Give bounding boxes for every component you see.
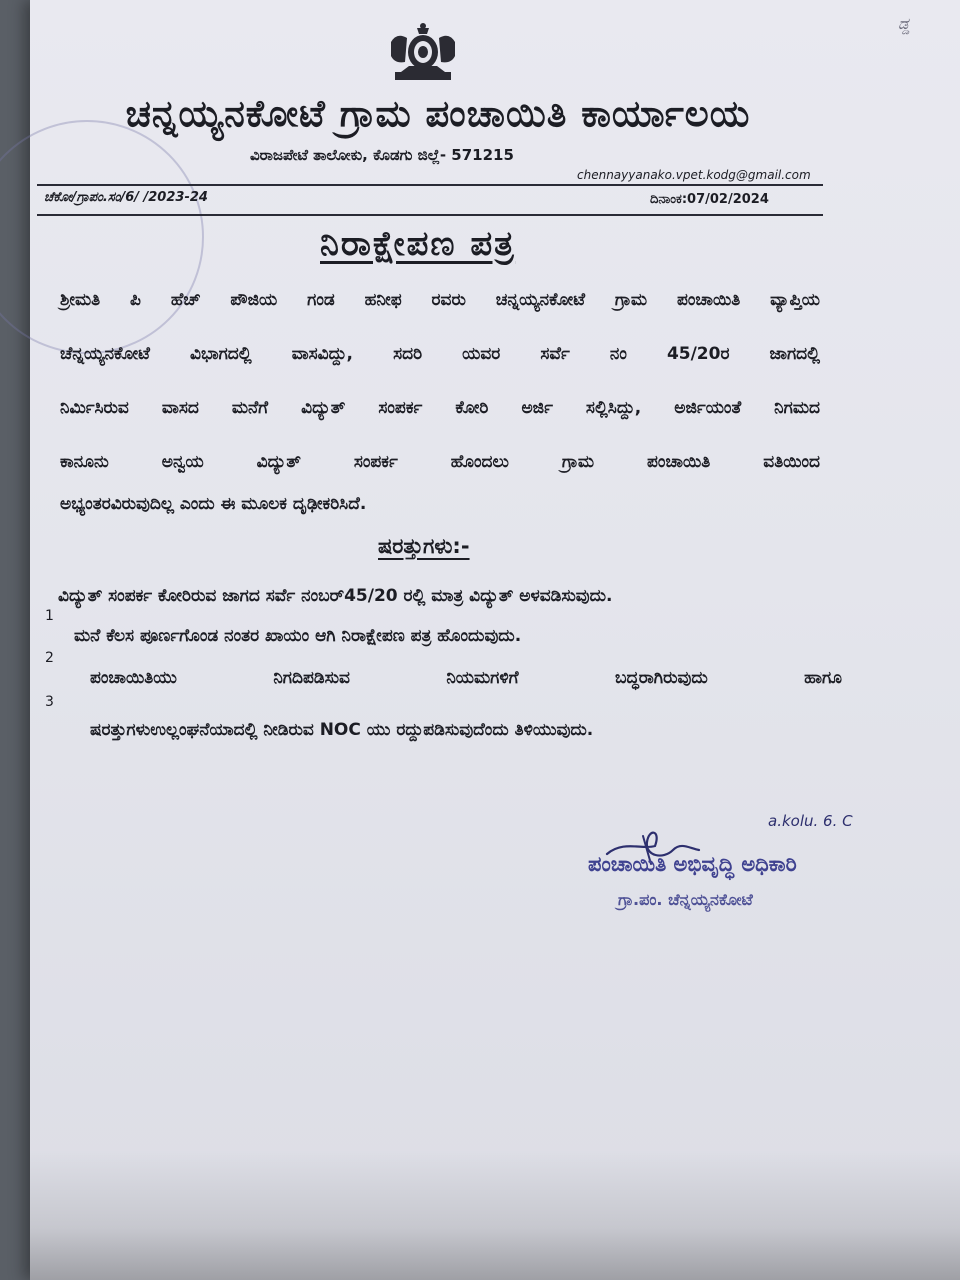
condition-number: 1 (45, 608, 54, 624)
office-name: ಚನ್ನಯ್ಯನಕೋಟೆ ಗ್ರಾಮ ಪಂಚಾಯಿತಿ ಕಾರ್ಯಾಲಯ (125, 92, 751, 135)
condition-text: ಮನೆ ಕೆಲಸ ಪೂರ್ಣಗೊಂಡ ನಂತರ ಖಾಯಂ ಆಗಿ ನಿರಾಕ್ಷೇಪಣ ಪತ್ರ ಹೊಂದುವುದು. (74, 626, 522, 646)
condition-text-continuation: ಷರತ್ತುಗಳುಉಲ್ಲಂಘನೆಯಾದಲ್ಲಿ ನೀಡಿರುವ NOC ಯು ರದ್ದುಪಡಿಸುವುದೆಂದು ತಿಳಿಯುವುದು. (90, 720, 594, 740)
document-title: ನಿರಾಕ್ಷೇಪಣ ಪತ್ರ (320, 224, 516, 264)
condition-number: 2 (45, 650, 54, 666)
body-line: ಅಭ್ಯಂತರವಿರುವುದಿಲ್ಲ ಎಂದು ಈ ಮೂಲಕ ದೃಢೀಕರಿಸಿದೆ. (60, 494, 367, 514)
office-address: ವಿರಾಜಪೇಟೆ ತಾಲೋಕು, ಕೊಡಗು ಜಿಲ್ಲೆ- 571215 (250, 146, 514, 164)
body-line: ಚೆನ್ನಯ್ಯನಕೋಟೆ ವಿಭಾಗದಲ್ಲಿ ವಾಸವಿದ್ದು, ಸದರಿ ಯವರ ಸರ್ವೆ ನಂ 45/20ರ ಜಾಗದಲ್ಲಿ (60, 344, 820, 364)
body-line: ಕಾನೂನು ಅನ್ವಯ ವಿದ್ಯುತ್ ಸಂಪರ್ಕ ಹೊಂದಲು ಗ್ರಾಮ ಪಂಚಾಯಿತಿ ವತಿಯಿಂದ (60, 452, 820, 472)
condition-number: 3 (45, 694, 54, 710)
issue-date: ದಿನಾಂಕ:07/02/2024 (650, 192, 769, 207)
conditions-heading: ಷರತ್ತುಗಳು:- (378, 534, 470, 558)
signature-text: a.kolu. 6. C (768, 812, 853, 830)
condition-text: ಪಂಚಾಯಿತಿಯು ನಿಗದಿಪಡಿಸುವ ನಿಯಮಗಳಿಗೆ ಬದ್ಧರಾಗಿರುವುದು ಹಾಗೂ (90, 668, 842, 688)
corner-handwritten-note: ಡ್ಡ (897, 14, 910, 33)
officer-place: ಗ್ರಾ.ಪಂ. ಚೆನ್ನಯ್ಯನಕೋಟೆ (618, 890, 753, 909)
page-shadow (30, 1150, 960, 1280)
reference-divider (37, 214, 823, 216)
body-line: ಶ್ರೀಮತಿ ಪಿ ಹೆಚ್ ಪೌಜಿಯ ಗಂಡ ಹನೀಫ ರವರು ಚನ್ನಯ್ಯನಕೋಟೆ ಗ್ರಾಮ ಪಂಚಾಯಿತಿ ವ್ಯಾಪ್ತಿಯ (60, 290, 820, 310)
karnataka-emblem-icon (383, 22, 463, 84)
reference-number: ಚೆಕೋ/ಗ್ರಾಪಂ.ಸಂ/6/ /2023-24 (44, 190, 208, 205)
office-email: chennayyanako.vpet.kodg@gmail.com (577, 168, 811, 182)
body-line: ನಿರ್ಮಿಸಿರುವ ವಾಸದ ಮನೆಗೆ ವಿದ್ಯುತ್ ಸಂಪರ್ಕ ಕೋರಿ ಅರ್ಜಿ ಸಲ್ಲಿಸಿದ್ದು, ಅರ್ಜಿಯಂತೆ ನಿಗಮದ (60, 398, 820, 418)
condition-text: ವಿದ್ಯುತ್ ಸಂಪರ್ಕ ಕೋರಿರುವ ಜಾಗದ ಸರ್ವೆ ನಂಬರ್45/20 ರಲ್ಲಿ ಮಾತ್ರ ವಿದ್ಯುತ್ ಅಳವಡಿಸುವುದು. (58, 586, 613, 606)
officer-designation: ಪಂಚಾಯಿತಿ ಅಭಿವೃದ್ಧಿ ಅಧಿಕಾರಿ (588, 852, 797, 876)
header-divider (37, 184, 823, 186)
